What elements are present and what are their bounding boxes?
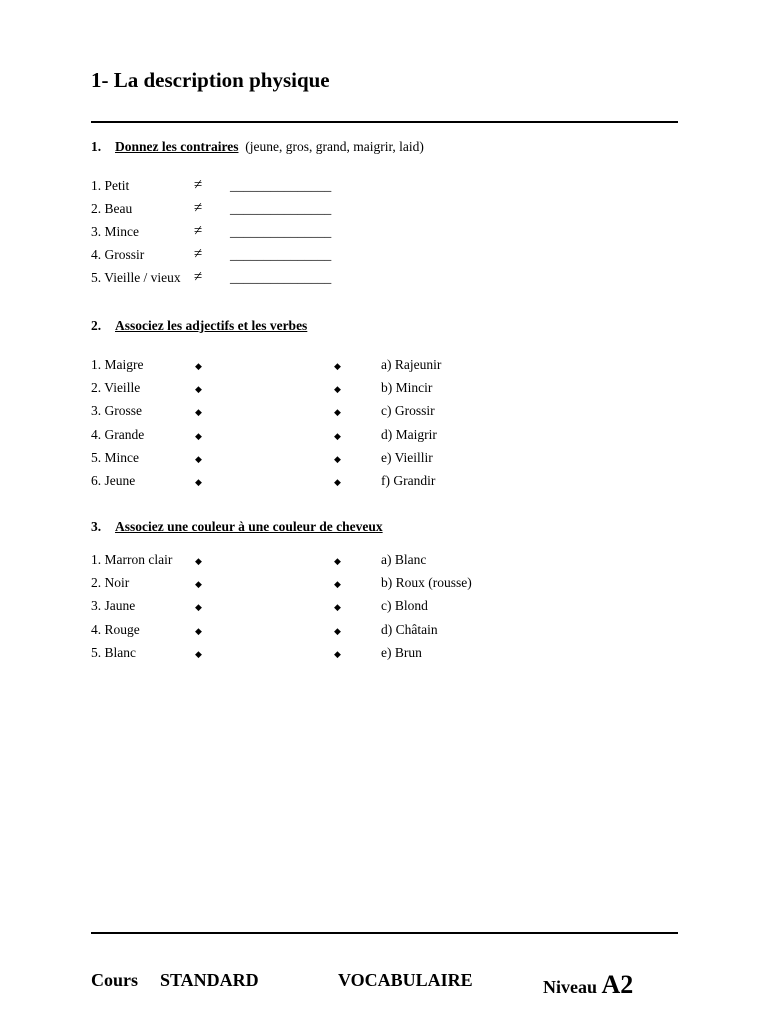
item-word: 1. Petit <box>91 178 130 193</box>
diamond-bullet-icon: ◆ <box>334 430 341 441</box>
footer-cours: Cours <box>91 970 139 990</box>
left-item: 4. Rouge <box>91 621 140 637</box>
question-2-heading <box>91 318 307 334</box>
answer-blank: _______________ <box>230 224 332 239</box>
diamond-bullet-icon: ◆ <box>195 556 202 566</box>
diamond-bullet-icon: ◆ <box>334 407 341 418</box>
right-item: b) Mincir <box>381 380 433 396</box>
left-item: 4. Grande <box>91 426 145 442</box>
diamond-bullet-icon: ◆ <box>195 430 202 441</box>
diamond-bullet-icon: ◆ <box>334 477 341 487</box>
diamond-bullet-icon: ◆ <box>334 556 341 566</box>
left-item: 1. Marron clair <box>91 552 173 567</box>
diamond-bullet-icon: ◆ <box>195 453 202 464</box>
bottom-divider <box>91 932 678 934</box>
item-word: 2. Beau <box>91 201 133 216</box>
footer-subject: VOCABULAIRE <box>338 970 473 990</box>
question-3-label: Associez une couleur à une couleur de cheveux <box>115 519 383 534</box>
question-1-heading <box>91 139 424 155</box>
diamond-bullet-icon: ◆ <box>334 384 341 395</box>
left-item: 1. Maigre <box>91 357 144 372</box>
footer-niveau-label: Niveau <box>543 977 597 997</box>
left-item: 2. Noir <box>91 575 130 591</box>
diamond-bullet-icon: ◆ <box>195 407 202 418</box>
diamond-bullet-icon: ◆ <box>195 361 202 371</box>
not-equal-icon: ≠ <box>194 269 203 285</box>
right-item: c) Blond <box>381 598 428 614</box>
not-equal-icon: ≠ <box>194 200 203 216</box>
diamond-bullet-icon: ◆ <box>334 648 341 659</box>
right-item: c) Grossir <box>381 403 435 419</box>
right-item: d) Maigrir <box>381 426 437 442</box>
right-item: d) Châtain <box>381 621 438 637</box>
diamond-bullet-icon: ◆ <box>334 361 341 371</box>
diamond-bullet-icon: ◆ <box>195 648 202 659</box>
answer-blank: _______________ <box>230 201 332 216</box>
answer-blank: _______________ <box>230 178 332 193</box>
not-equal-icon: ≠ <box>194 177 203 193</box>
right-item: e) Vieillir <box>381 449 433 465</box>
item-word: 4. Grossir <box>91 247 145 262</box>
item-word: 5. Vieille / vieux <box>91 270 181 285</box>
page-title: 1- La description physique <box>91 68 330 92</box>
top-divider <box>91 121 678 123</box>
left-item: 2. Vieille <box>91 380 141 396</box>
answer-blank: _______________ <box>230 270 332 285</box>
right-item: a) Rajeunir <box>381 357 442 372</box>
right-item: f) Grandir <box>381 473 436 488</box>
footer-niveau <box>543 970 633 1000</box>
diamond-bullet-icon: ◆ <box>334 453 341 464</box>
question-1-number: 1. <box>91 139 102 154</box>
question-1-label: Donnez les contraires <box>115 139 239 154</box>
not-equal-icon: ≠ <box>194 246 203 262</box>
right-item: a) Blanc <box>381 552 427 567</box>
question-3-number: 3. <box>91 519 102 534</box>
right-item: e) Brun <box>381 644 422 660</box>
footer-standard: STANDARD <box>160 970 259 990</box>
diamond-bullet-icon: ◆ <box>334 602 341 613</box>
diamond-bullet-icon: ◆ <box>334 579 341 590</box>
question-2-number: 2. <box>91 318 102 333</box>
answer-blank: _______________ <box>230 247 332 262</box>
item-word: 3. Mince <box>91 224 139 239</box>
diamond-bullet-icon: ◆ <box>334 625 341 636</box>
left-item: 5. Blanc <box>91 644 136 660</box>
diamond-bullet-icon: ◆ <box>195 625 202 636</box>
left-item: 5. Mince <box>91 449 139 465</box>
left-item: 3. Grosse <box>91 403 142 419</box>
diamond-bullet-icon: ◆ <box>195 477 202 487</box>
diamond-bullet-icon: ◆ <box>195 579 202 590</box>
question-2-label: Associez les adjectifs et les verbes <box>115 318 308 333</box>
question-1-hint: (jeune, gros, grand, maigrir, laid) <box>245 139 424 154</box>
not-equal-icon: ≠ <box>194 223 203 239</box>
left-item: 3. Jaune <box>91 598 136 614</box>
left-item: 6. Jeune <box>91 473 136 488</box>
question-3-heading <box>91 519 383 535</box>
diamond-bullet-icon: ◆ <box>195 602 202 613</box>
diamond-bullet-icon: ◆ <box>195 384 202 395</box>
footer-level: A2 <box>601 970 634 999</box>
right-item: b) Roux (rousse) <box>381 575 472 591</box>
